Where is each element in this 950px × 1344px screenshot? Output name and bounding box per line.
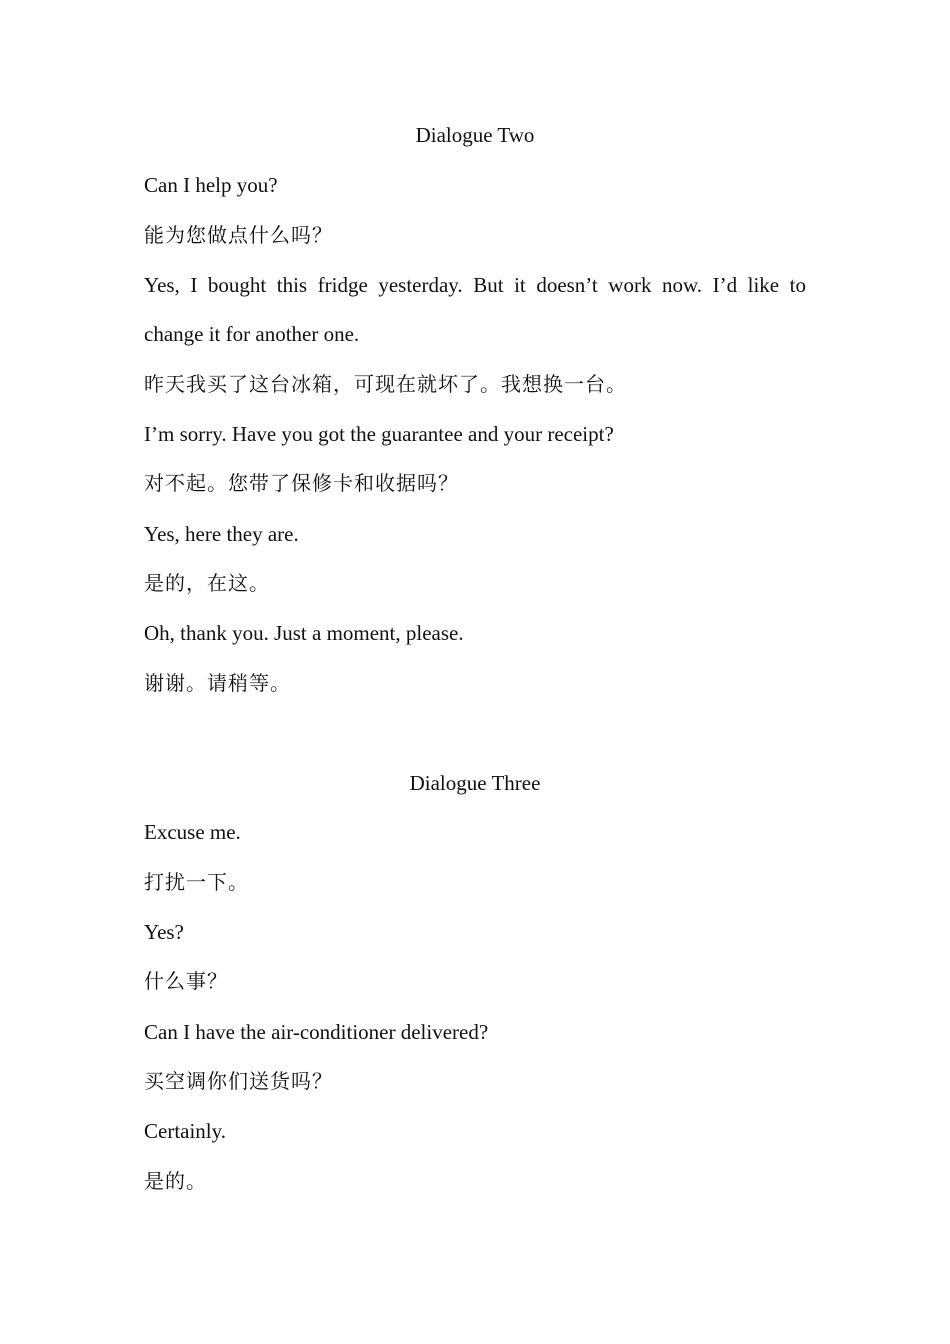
dialogue-two-line-5: 昨天我买了这台冰箱，可现在就坏了。我想换一台。 [144, 372, 627, 396]
dialogue-two-line-8: Yes, here they are. [144, 522, 299, 546]
dialogue-two-line-1: Can I help you? [144, 173, 278, 197]
dialogue-three-line-1: Excuse me. [144, 820, 241, 844]
dialogue-two-line-7: 对不起。您带了保修卡和收据吗？ [144, 471, 459, 495]
dialogue-two-line-10: Oh, thank you. Just a moment, please. [144, 621, 464, 645]
dialogue-two-line-2: 能为您做点什么吗？ [144, 223, 333, 247]
dialogue-three-line-6: 买空调你们送货吗？ [144, 1069, 333, 1093]
dialogue-two-line-4: change it for another one. [144, 322, 360, 346]
dialogue-three-line-5: Can I have the air-conditioner delivered? [144, 1020, 489, 1044]
dialogue-three-line-7: Certainly. [144, 1119, 227, 1143]
dialogue-three-line-8: 是的。 [144, 1169, 207, 1193]
dialogue-two-line-11: 谢谢。请稍等。 [144, 671, 291, 695]
dialogue-three-line-4: 什么事？ [144, 969, 228, 993]
dialogue-three-title: Dialogue Three [409, 771, 541, 795]
dialogue-three-line-2: 打扰一下。 [144, 870, 249, 894]
dialogue-two-line-3: Yes, I bought this fridge yesterday. But it doesn’t work now. I’d like to [144, 273, 806, 297]
dialogue-three-line-3: Yes? [144, 920, 184, 944]
dialogue-two-title: Dialogue Two [415, 123, 535, 147]
dialogue-two-line-9: 是的，在这。 [144, 571, 270, 595]
dialogue-two-line-6: I’m sorry. Have you got the guarantee and your receipt? [144, 422, 614, 446]
